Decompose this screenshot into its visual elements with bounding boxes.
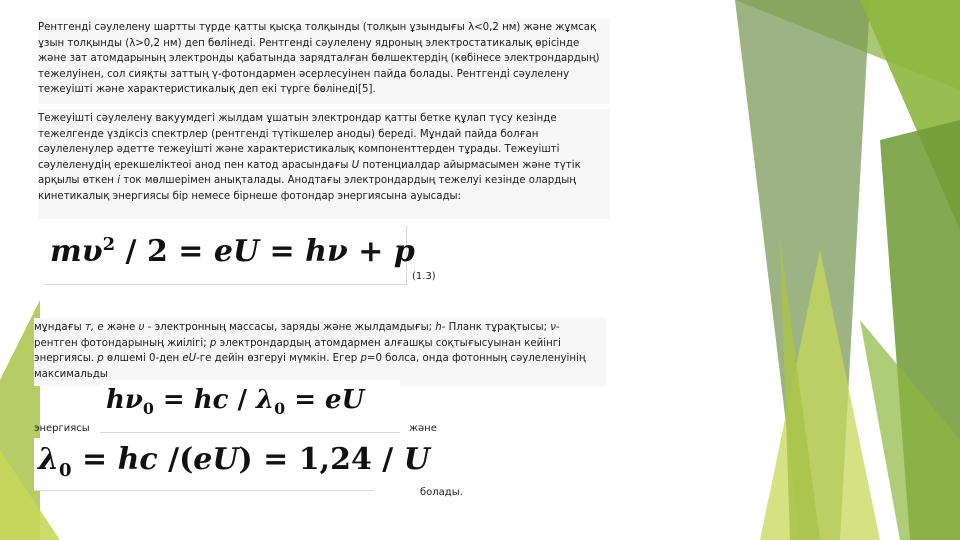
def-part: -ге дейін өзгеруі мүмкін. Егер — [196, 353, 361, 365]
symbol-eU: eU — [182, 353, 197, 365]
intro-paragraph — [38, 18, 610, 104]
braking-text-part2: потенциалдар айырмасымен және түтік арқылы өткен — [38, 159, 581, 187]
def-part: электрондардың атомдармен алғашқы соқтығысуынан кейінгі энергиясы. — [34, 337, 561, 365]
definitions-paragraph — [34, 318, 606, 386]
def-part: =0 болса, онда фотонның сәулеленуінің максимальды — [34, 353, 586, 380]
definitions-text — [34, 320, 604, 382]
energy-label: энергиясы — [34, 423, 90, 434]
def-part: және — [103, 322, 139, 333]
and-label: және — [409, 423, 437, 434]
def-part: - рентген фотондарының жиілігі; — [34, 322, 560, 349]
braking-radiation-paragraph — [38, 109, 610, 219]
braking-text-part3: ток мөлшерімен анықталады. Анодтағы электрондардың тежелуі кезінде олардың кинетикалық энергиясы бір немесе бірнеше фотондар энергиясына ауысады: — [38, 175, 577, 202]
symbol-p: р — [360, 353, 367, 365]
symbol-U: U — [351, 159, 360, 171]
becomes-label: болады. — [420, 487, 463, 498]
symbol-i: i — [117, 175, 121, 187]
equation-min-wavelength — [34, 438, 430, 491]
symbol-v: υ — [138, 322, 145, 333]
def-part: өлшемі 0-ден — [103, 353, 183, 365]
symbol-h: h — [435, 322, 442, 333]
def-part: - электронның массасы, заряды және жылдамдығы; — [144, 322, 436, 333]
equation-photon-energy — [100, 380, 400, 433]
equation-3-formula: $\lambda_0$ = hc /(eU) = 1,24 / U — [38, 442, 430, 481]
symbol-m: т, — [84, 322, 95, 333]
symbol-nu: ν — [550, 322, 556, 333]
intro-text: Рентгенді сәулелену шартты түрде қатты қысқа толқынды (толқын ұзындығы λ<0,2 нм) және жұмсақ ұзын толқынды (λ>0,2 нм) деп бөлінеді. Рентгенді сәулелену ядроның электростатикалық өрісінде және зат атомдарының электронды қабатында зарядталған бөлшектердің (көбінесе электрондардың) тежелуінен, сол сияқты заттың γ-фотондармен әсерлесуінен пайда болады. Рентгенді сәулелену тежеуішті және характеристикалық деп екі түрге бөлінеді[5]. — [38, 22, 600, 96]
equation-1-formula: $m\upsilon^2 / 2$ = eU = hν + p — [50, 234, 415, 269]
braking-text-part1: Тежеуішті сәулелену вакуумдегі жылдам ұшатын электрондар қатты бетке құлап түсу кезінде тежелгенде үздіксіз спектрлер (рентгенді түтікшелер аноды) береді. Мұндай пайда болған сәулеленулер әдетте тежеуішті және характеристикалық компоненттерден тұрады. Тежеуішті сәулеленудің ерекшеліктеоі анод пен катод арасындағы — [38, 113, 560, 171]
symbol-e: е — [94, 322, 104, 333]
equation-energy-balance — [44, 226, 415, 285]
def-part: - Планк тұрақтысы; — [441, 322, 551, 333]
symbol-p: р — [97, 353, 104, 365]
def-part: мұндағы — [34, 322, 85, 333]
braking-text — [38, 111, 608, 205]
equation-2-formula: $h\nu_0$ = hc / $\lambda_0$ = eU — [106, 385, 365, 419]
symbol-p: р — [209, 337, 217, 349]
equation-number: (1.3) — [412, 271, 436, 282]
